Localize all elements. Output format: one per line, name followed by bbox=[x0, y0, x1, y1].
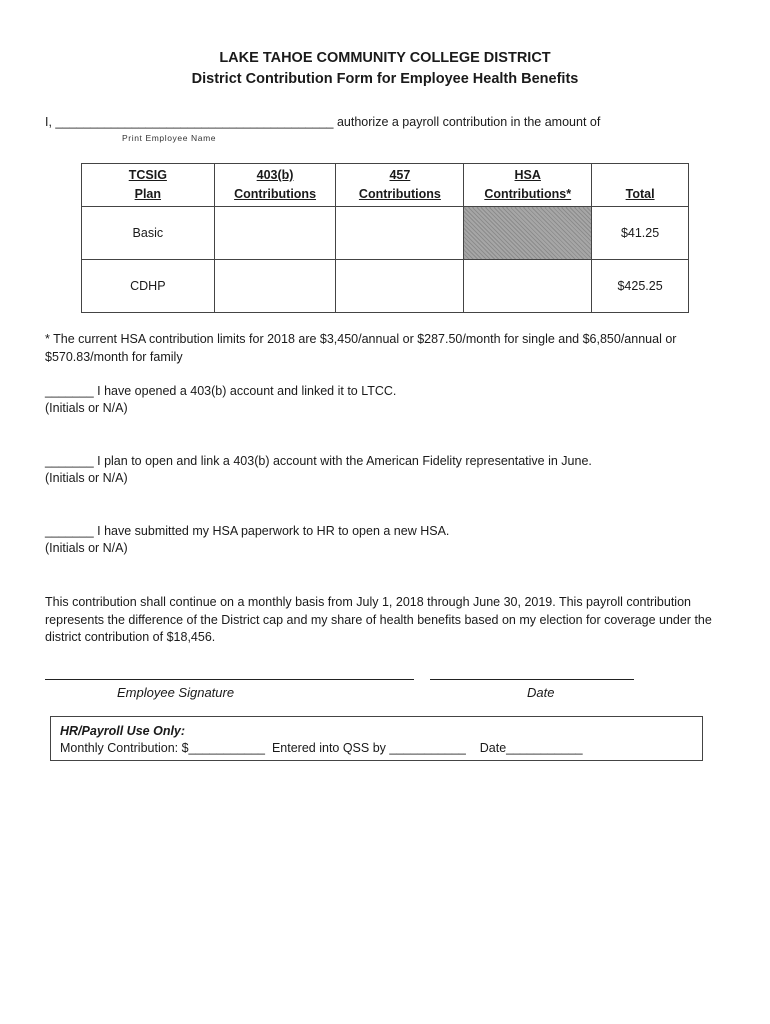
checklist-text: _______ I plan to open and link a 403(b) account with the American Fidelity representative in June. bbox=[45, 454, 592, 468]
457-input-cell[interactable] bbox=[336, 260, 464, 313]
header-total: Total bbox=[592, 164, 689, 207]
checklist-subtext: (Initials or N/A) bbox=[45, 471, 128, 485]
authorization-statement[interactable]: I, ________________________________________ authorize a payroll contribution in the amount of bbox=[45, 115, 601, 129]
total-cell: $425.25 bbox=[592, 260, 689, 313]
continuation-paragraph: This contribution shall continue on a monthly basis from July 1, 2018 through June 30, 2019. This payroll contribution represents the difference of the District cap and my share of health benefits based on my election for coverage under the district contribution of $18,456. bbox=[45, 595, 712, 644]
457-input-cell[interactable] bbox=[336, 207, 464, 260]
checklist-text: _______ I have opened a 403(b) account and linked it to LTCC. bbox=[45, 384, 397, 398]
hsa-disabled-cell bbox=[464, 207, 592, 260]
plan-cell: Basic bbox=[82, 207, 215, 260]
header-tcsig-plan: TCSIG Plan bbox=[82, 164, 215, 207]
employee-signature-line[interactable] bbox=[45, 679, 414, 680]
form-title: District Contribution Form for Employee Health Benefits bbox=[191, 71, 579, 87]
checklist-item[interactable] bbox=[45, 383, 396, 417]
checklist-item[interactable] bbox=[45, 523, 449, 557]
total-cell: $41.25 bbox=[592, 207, 689, 260]
checklist-text: _______ I have submitted my HSA paperwork to HR to open a new HSA. bbox=[45, 524, 450, 538]
checklist-subtext: (Initials or N/A) bbox=[45, 541, 128, 555]
403b-input-cell[interactable] bbox=[214, 207, 336, 260]
hr-box-fields[interactable]: Monthly Contribution: $___________ Entered into QSS by ___________ Date___________ bbox=[60, 741, 583, 755]
hsa-input-cell[interactable] bbox=[464, 260, 592, 313]
checklist-subtext: (Initials or N/A) bbox=[45, 401, 128, 415]
header-457: 457 Contributions bbox=[336, 164, 464, 207]
checklist-item[interactable] bbox=[45, 453, 592, 487]
employee-name-label: Print Employee Name bbox=[122, 133, 217, 143]
plan-cell: CDHP bbox=[82, 260, 215, 313]
table-header-row bbox=[82, 164, 689, 207]
403b-input-cell[interactable] bbox=[214, 260, 336, 313]
header-hsa: HSA Contributions* bbox=[464, 164, 592, 207]
hr-payroll-box bbox=[50, 716, 703, 761]
table-row-cdhp bbox=[82, 260, 689, 313]
contribution-table bbox=[81, 163, 689, 313]
hr-box-title: HR/Payroll Use Only: bbox=[60, 724, 186, 738]
table-row-basic bbox=[82, 207, 689, 260]
header-403b: 403(b) Contributions bbox=[214, 164, 336, 207]
hsa-limits-note: * The current HSA contribution limits for 2018 are $3,450/annual or $287.50/month for single and $6,850/annual or $570.83/month for family bbox=[45, 332, 677, 364]
employee-signature-label: Employee Signature bbox=[117, 685, 235, 700]
date-line[interactable] bbox=[430, 679, 634, 680]
date-label: Date bbox=[527, 685, 555, 700]
document-title: LAKE TAHOE COMMUNITY COLLEGE DISTRICT bbox=[219, 50, 551, 66]
